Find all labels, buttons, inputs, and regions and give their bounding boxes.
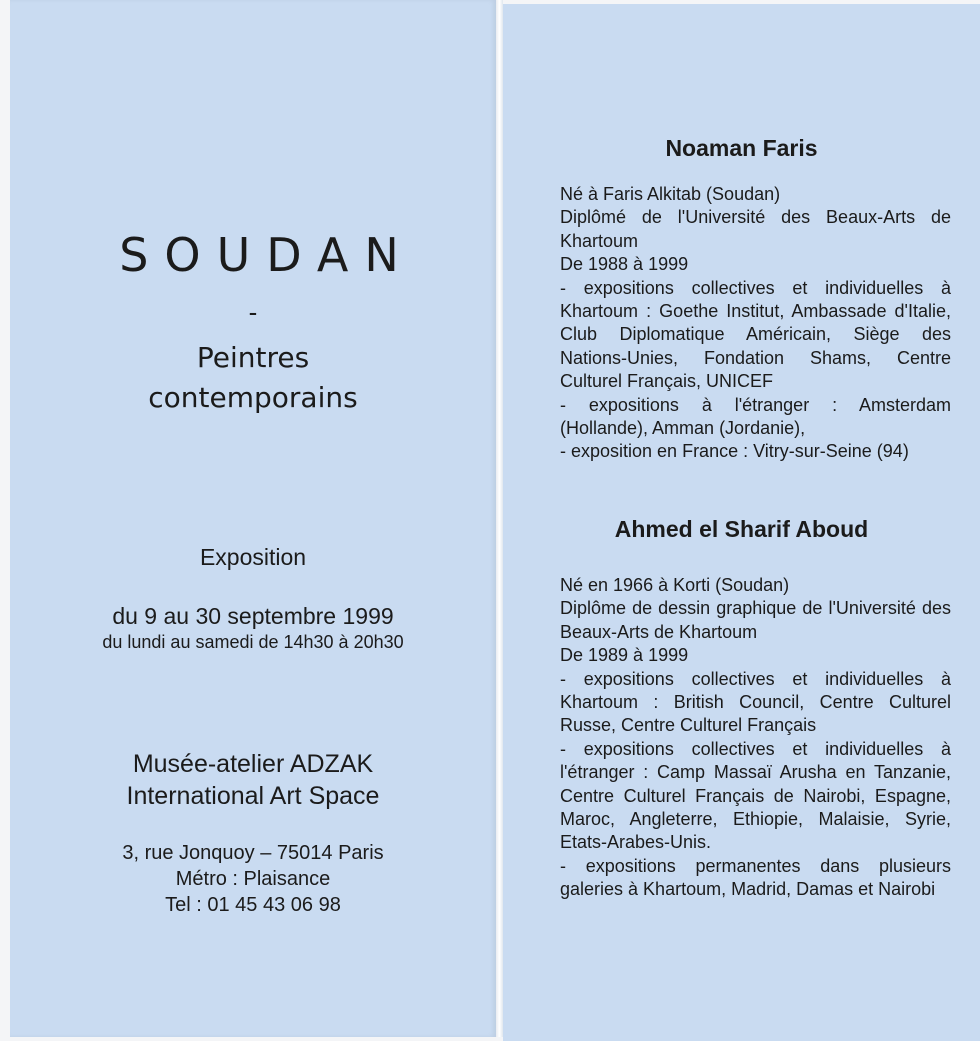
bio-1-line: Né à Faris Alkitab (Soudan) <box>560 184 781 204</box>
title-dash: - <box>248 297 258 327</box>
exposition-label: Exposition <box>199 544 307 570</box>
bio-2-line: Né en 1966 à Korti (Soudan) <box>560 575 790 595</box>
bio-2-line: - expositions collectives et individuelles à l'étranger : Camp Massaï Arusha en Tanzanie, Centre Culturel Français de Nairobi, Espagne, Maroc, Angleterre, Ethiopie, Malaisie, Syrie, Etats-Arabes-Unis. <box>560 738 951 853</box>
exhibition-dates: du 9 au 30 septembre 1999 <box>112 603 394 629</box>
bio-1-line: De 1988 à 1999 <box>560 254 689 275</box>
bio-1-line: - expositions à l'étranger : Amsterdam (Hollande), Amman (Jordanie), <box>560 394 951 439</box>
left-page <box>10 0 496 1037</box>
phone-number: Tel : 01 45 43 06 98 <box>165 894 341 916</box>
venue <box>10 748 496 812</box>
artist-bio-1 <box>560 183 951 464</box>
subtitle <box>10 338 496 418</box>
bio-2-line: De 1989 à 1999 <box>560 645 689 666</box>
right-page <box>503 4 980 1041</box>
bio-1-line: - exposition en France : Vitry-sur-Seine (94) <box>560 441 909 462</box>
artist-name-1: Noaman Faris <box>665 135 818 161</box>
page-fold <box>496 0 503 1037</box>
metro-station: Métro : Plaisance <box>175 868 331 890</box>
bio-2-line: - expositions permanentes dans plusieurs galeries à Khartoum, Madrid, Damas et Nairobi <box>560 855 951 900</box>
street-address: 3, rue Jonquoy – 75014 Paris <box>122 842 384 864</box>
artist-name-2: Ahmed el Sharif Aboud <box>614 516 869 542</box>
venue-name: Musée-atelier ADZAK <box>132 750 374 778</box>
bio-1-line: Diplômé de l'Université des Beaux-Arts de Khartoum <box>560 207 951 251</box>
bio-2-line: - expositions collectives et individuelles à Khartoum : British Council, Centre Culturel Russe, Centre Culturel Français <box>560 668 951 736</box>
opening-hours: du lundi au samedi de 14h30 à 20h30 <box>102 632 404 652</box>
bio-2-line: Diplôme de dessin graphique de l'Université des Beaux-Arts de Khartoum <box>560 598 951 642</box>
bio-1-line: - expositions collectives et individuelles à Khartoum : Goethe Institut, Ambassade d'Italie, Club Diplomatique Américain, Siège des Nations-Unies, Fondation Shams, Centre Culturel Français, UNICEF <box>560 277 951 392</box>
page-title: SOUDAN <box>119 228 415 282</box>
address-block <box>10 840 496 918</box>
subtitle-line-1: Peintres <box>196 341 310 374</box>
subtitle-line-2: contemporains <box>148 381 358 414</box>
artist-bio-2 <box>560 574 951 902</box>
venue-subtitle: International Art Space <box>126 782 380 810</box>
